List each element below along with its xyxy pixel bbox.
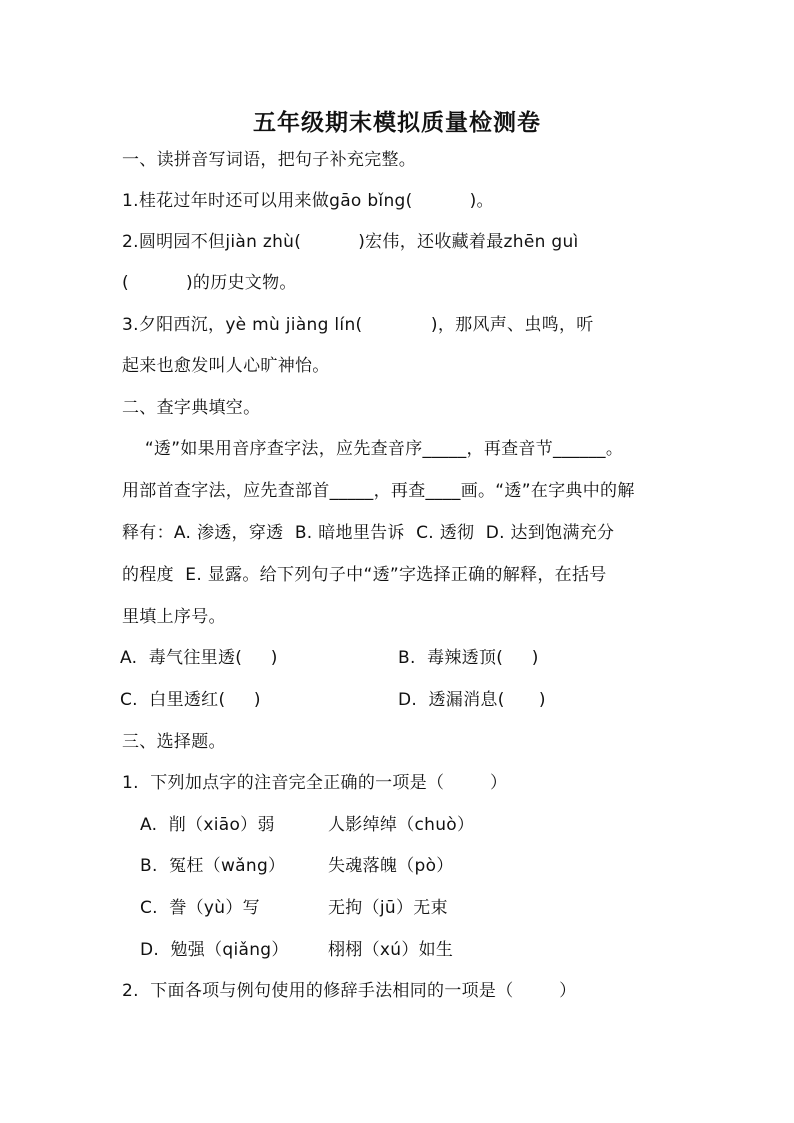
- dictionary-paragraph-line5: 里填上序号。: [122, 607, 226, 627]
- dictionary-paragraph-line3: 释有：A. 渗透，穿透 B. 暗地里告诉 C. 透彻 D. 达到饱满充分: [122, 523, 615, 543]
- choice-b-left: B. 冤枉（wǎng）: [140, 856, 286, 876]
- section-heading-2: 二、查字典填空。: [122, 398, 261, 418]
- dictionary-paragraph-line2: 用部首查字法，应先查部首_____，再查____画。“透”在字典中的解: [122, 481, 635, 501]
- choice-c-right: 无拘（jū）无束: [328, 898, 448, 918]
- choice-d-left: D. 勉强（qiǎng）: [140, 940, 289, 960]
- dictionary-paragraph-line4: 的程度 E. 显露。给下列句子中“透”字选择正确的解释，在括号: [122, 565, 607, 585]
- choice-d-right: 栩栩（xú）如生: [328, 940, 454, 960]
- section-heading-3: 三、选择题。: [122, 732, 226, 752]
- choice-b-right: 失魂落魄（pò）: [328, 856, 454, 876]
- choice-a-left: A. 削（xiāo）弱: [140, 815, 275, 835]
- question-1-1: 1.桂花过年时还可以用来做gāo bǐng( )。: [122, 191, 494, 211]
- option-d: D. 透漏消息( ): [398, 690, 546, 710]
- option-a: A. 毒气往里透( ): [120, 648, 278, 668]
- question-1-2-line2: ( )的历史文物。: [122, 273, 297, 293]
- option-c: C. 白里透红( ): [120, 690, 261, 710]
- choice-c-left: C. 誊（yù）写: [140, 898, 260, 918]
- page-title: 五年级期末模拟质量检测卷: [253, 109, 541, 136]
- question-1-3-line2: 起来也愈发叫人心旷神怡。: [122, 356, 330, 376]
- choice-a-right: 人影绰绰（chuò）: [328, 815, 475, 835]
- question-1-2-line1: 2.圆明园不但jiàn zhù( )宏伟，还收藏着最zhēn guì: [122, 232, 579, 252]
- option-b: B. 毒辣透顶( ): [398, 648, 539, 668]
- question-3-1: 1. 下列加点字的注音完全正确的一项是（ ）: [122, 773, 508, 793]
- section-heading-1: 一、读拼音写词语，把句子补充完整。: [122, 150, 417, 170]
- question-3-2: 2. 下面各项与例句使用的修辞手法相同的一项是（ ）: [122, 981, 577, 1001]
- dictionary-paragraph-line1: “透”如果用音序查字法，应先查音序_____，再查音节______。: [122, 439, 624, 459]
- question-1-3-line1: 3.夕阳西沉，yè mù jiàng lín( )，那风声、虫鸣，听: [122, 315, 594, 335]
